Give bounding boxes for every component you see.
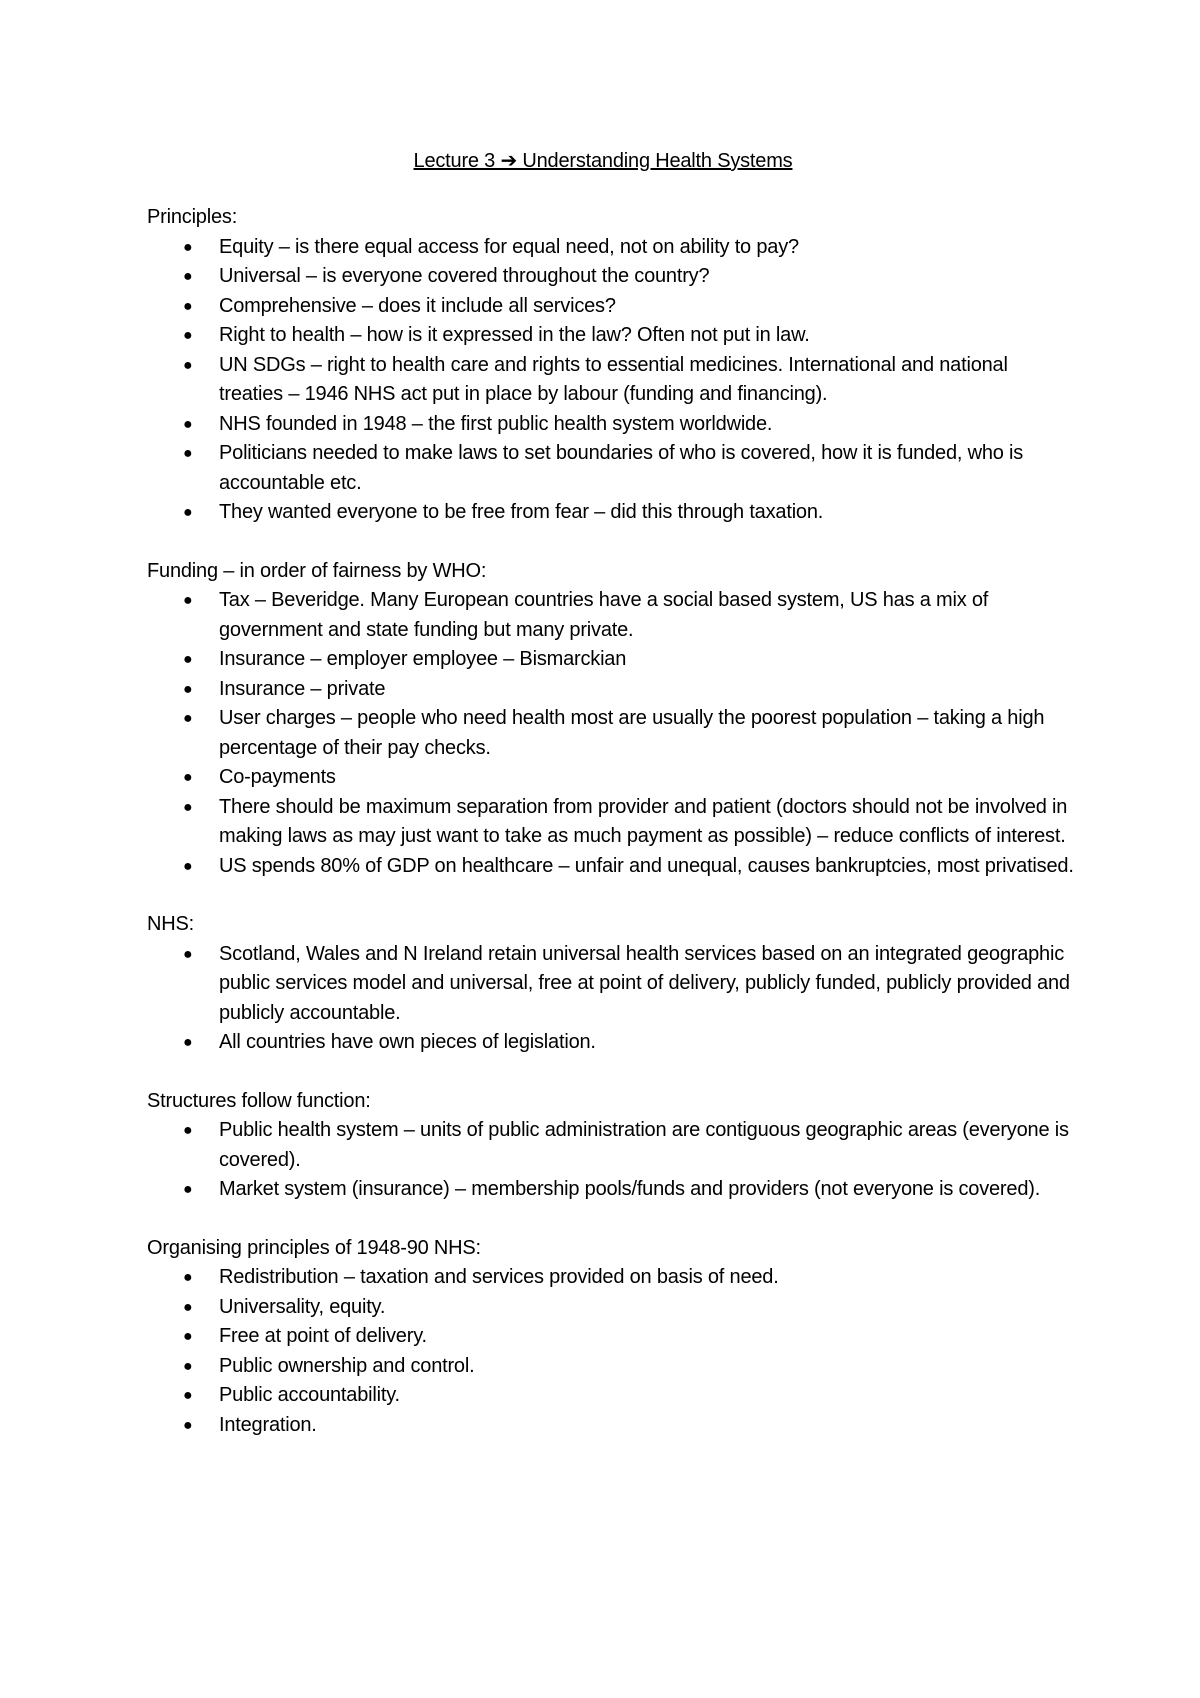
page-title: Lecture 3 ➔ Understanding Health Systems	[413, 150, 793, 172]
list-item	[147, 410, 1077, 440]
list-item-text: User charges – people who need health most are usually the poorest population – taking a high percentage of their pay checks.	[219, 707, 1045, 759]
section-heading: Organising principles of 1948-90 NHS:	[147, 1236, 481, 1259]
bullet-icon: ●	[183, 268, 193, 285]
list-item-text: US spends 80% of GDP on healthcare – unfair and unequal, causes bankruptcies, most privatised.	[219, 854, 1074, 877]
bullet-icon: ●	[183, 710, 193, 727]
list-item	[147, 292, 1077, 322]
list-item	[147, 321, 1077, 351]
section-heading: NHS:	[147, 913, 194, 935]
list-item-text: Universality, equity.	[219, 1295, 386, 1318]
list-item-text: Integration.	[219, 1413, 317, 1436]
list-item	[147, 1381, 1077, 1411]
bullet-list	[147, 1116, 1077, 1205]
list-item-text: UN SDGs – right to health care and rights to essential medicines. International and national treaties – 1946 NHS act put in place by labour (funding and financing).	[219, 353, 1008, 405]
list-item-text: There should be maximum separation from provider and patient (doctors should not be involved in making laws as may just want to take as much payment as possible) – reduce conflicts of interest.	[219, 795, 1068, 847]
list-item	[147, 852, 1077, 882]
bullet-list	[147, 233, 1077, 528]
bullet-icon: ●	[183, 1328, 193, 1345]
list-item	[147, 439, 1077, 498]
list-item	[147, 763, 1077, 793]
bullet-icon: ●	[183, 680, 193, 698]
bullet-icon: ●	[183, 1181, 193, 1198]
list-item-text: Free at point of delivery.	[219, 1325, 427, 1347]
list-item	[147, 586, 1077, 645]
list-item	[147, 1352, 1077, 1382]
bullet-icon: ●	[183, 238, 193, 256]
list-item-text: Co-payments	[219, 766, 336, 788]
list-item-text: Right to health – how is it expressed in the law? Often not put in law.	[219, 324, 810, 346]
section	[147, 203, 1077, 528]
list-item	[147, 1175, 1077, 1205]
list-item	[147, 1322, 1077, 1352]
list-item-text: Politicians needed to make laws to set boundaries of who is covered, how it is funded, who is accountable etc.	[219, 442, 1024, 494]
bullet-icon: ●	[183, 1416, 193, 1434]
section	[147, 1087, 1077, 1205]
sections-container	[147, 203, 1077, 1440]
list-item-text: NHS founded in 1948 – the first public health system worldwide.	[219, 412, 773, 435]
list-item-text: All countries have own pieces of legislation.	[219, 1031, 596, 1053]
list-item-text: Scotland, Wales and N Ireland retain universal health services based on an integrated geographic public services model and universal, free at point of delivery, publicly funded, publicly provided and publicly accountable.	[219, 942, 1070, 1024]
bullet-icon: ●	[183, 798, 193, 816]
bullet-list	[147, 940, 1077, 1058]
bullet-icon: ●	[183, 445, 193, 462]
list-item	[147, 498, 1077, 528]
bullet-icon: ●	[183, 651, 193, 668]
list-item-text: Equity – is there equal access for equal need, not on ability to pay?	[219, 235, 799, 258]
section-heading: Funding – in order of fairness by WHO:	[147, 559, 487, 582]
bullet-icon: ●	[183, 327, 193, 344]
bullet-list	[147, 1263, 1077, 1440]
list-item	[147, 675, 1077, 705]
list-item	[147, 793, 1077, 852]
bullet-icon: ●	[183, 1387, 193, 1404]
bullet-icon: ●	[183, 415, 193, 433]
bullet-icon: ●	[183, 1269, 193, 1286]
bullet-icon: ●	[183, 1034, 193, 1051]
document-page	[147, 146, 1077, 1469]
list-item	[147, 645, 1077, 675]
list-item	[147, 1116, 1077, 1175]
list-item	[147, 1411, 1077, 1441]
list-item-text: Public health system – units of public administration are contiguous geographic areas (everyone is covered).	[219, 1119, 1069, 1171]
bullet-icon: ●	[183, 504, 193, 521]
list-item	[147, 262, 1077, 292]
list-item	[147, 1263, 1077, 1293]
list-item-text: Public ownership and control.	[219, 1354, 475, 1377]
bullet-icon: ●	[183, 297, 193, 315]
section-heading: Principles:	[147, 206, 238, 228]
list-item-text: They wanted everyone to be free from fear – did this through taxation.	[219, 501, 824, 523]
section-heading: Structures follow function:	[147, 1089, 371, 1112]
list-item-text: Insurance – employer employee – Bismarckian	[219, 648, 627, 670]
list-item-text: Insurance – private	[219, 677, 386, 700]
bullet-icon: ●	[183, 945, 193, 963]
list-item-text: Universal – is everyone covered throughout the country?	[219, 265, 710, 287]
section	[147, 1234, 1077, 1441]
list-item	[147, 1293, 1077, 1323]
list-item	[147, 704, 1077, 763]
list-item	[147, 351, 1077, 410]
bullet-icon: ●	[183, 857, 193, 875]
section	[147, 910, 1077, 1058]
bullet-icon: ●	[183, 1298, 193, 1316]
bullet-icon: ●	[183, 356, 193, 374]
bullet-icon: ●	[183, 769, 193, 786]
list-item-text: Comprehensive – does it include all services?	[219, 294, 616, 317]
bullet-icon: ●	[183, 1122, 193, 1139]
list-item	[147, 1028, 1077, 1058]
list-item	[147, 233, 1077, 263]
list-item	[147, 940, 1077, 1029]
bullet-list	[147, 586, 1077, 881]
list-item-text: Tax – Beveridge. Many European countries have a social based system, US has a mix of government and state funding but many private.	[219, 589, 989, 641]
bullet-icon: ●	[183, 1357, 193, 1375]
list-item-text: Market system (insurance) – membership pools/funds and providers (not everyone is covered).	[219, 1178, 1041, 1200]
bullet-icon: ●	[183, 592, 193, 609]
list-item-text: Redistribution – taxation and services provided on basis of need.	[219, 1266, 779, 1288]
list-item-text: Public accountability.	[219, 1384, 400, 1406]
section	[147, 557, 1077, 882]
